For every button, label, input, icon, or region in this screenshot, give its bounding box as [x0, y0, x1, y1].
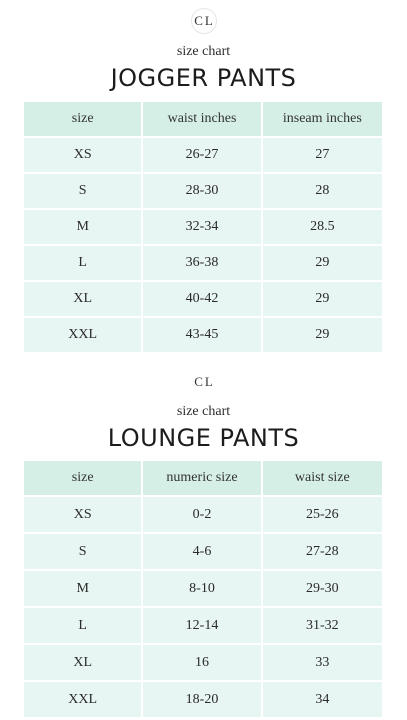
numeric-size-cell: 4-6 [143, 534, 262, 571]
column-header-size: size [24, 102, 143, 138]
brand-logo: CL [194, 374, 215, 389]
inseam-cell: 28.5 [263, 210, 382, 246]
column-header-size: size [24, 461, 143, 497]
jogger-subtitle: size chart [176, 44, 231, 59]
lounge-subtitle: size chart [176, 404, 231, 419]
table-row [24, 571, 382, 608]
table-row [24, 282, 382, 318]
table-header-row [24, 102, 382, 138]
jogger-title: JOGGER PANTS [110, 64, 297, 92]
numeric-size-cell: 0-2 [143, 497, 262, 534]
size-cell: M [24, 571, 143, 608]
lounge-size-table [24, 461, 382, 719]
table-row [24, 138, 382, 174]
table-row [24, 608, 382, 645]
size-cell: S [24, 174, 143, 210]
inseam-cell: 27 [263, 138, 382, 174]
numeric-size-cell: 18-20 [143, 682, 262, 719]
inseam-cell: 29 [263, 318, 382, 354]
brand-logo: CL [191, 8, 217, 34]
waist-size-cell: 27-28 [263, 534, 382, 571]
waist-cell: 43-45 [143, 318, 262, 354]
table-row [24, 497, 382, 534]
size-cell: XXL [24, 682, 143, 719]
jogger-size-table [24, 102, 382, 354]
size-cell: L [24, 246, 143, 282]
waist-cell: 26-27 [143, 138, 262, 174]
table-row [24, 645, 382, 682]
size-cell: XS [24, 138, 143, 174]
table-row [24, 210, 382, 246]
inseam-cell: 29 [263, 246, 382, 282]
size-cell: XS [24, 497, 143, 534]
numeric-size-cell: 12-14 [143, 608, 262, 645]
waist-size-cell: 25-26 [263, 497, 382, 534]
table-row [24, 174, 382, 210]
size-cell: XL [24, 282, 143, 318]
size-cell: XXL [24, 318, 143, 354]
size-cell: L [24, 608, 143, 645]
waist-size-cell: 29-30 [263, 571, 382, 608]
size-cell: M [24, 210, 143, 246]
table-row [24, 246, 382, 282]
size-cell: S [24, 534, 143, 571]
waist-size-cell: 31-32 [263, 608, 382, 645]
column-header-waist-size: waist size [263, 461, 382, 497]
waist-cell: 36-38 [143, 246, 262, 282]
waist-size-cell: 34 [263, 682, 382, 719]
table-row [24, 682, 382, 719]
table-row [24, 318, 382, 354]
waist-cell: 40-42 [143, 282, 262, 318]
waist-cell: 32-34 [143, 210, 262, 246]
inseam-cell: 29 [263, 282, 382, 318]
numeric-size-cell: 8-10 [143, 571, 262, 608]
waist-size-cell: 33 [263, 645, 382, 682]
table-row [24, 534, 382, 571]
numeric-size-cell: 16 [143, 645, 262, 682]
size-cell: XL [24, 645, 143, 682]
lounge-title: LOUNGE PANTS [107, 424, 300, 452]
column-header-inseam-inches: inseam inches [263, 102, 382, 138]
table-header-row [24, 461, 382, 497]
column-header-numeric-size: numeric size [143, 461, 262, 497]
waist-cell: 28-30 [143, 174, 262, 210]
column-header-waist-inches: waist inches [143, 102, 262, 138]
inseam-cell: 28 [263, 174, 382, 210]
